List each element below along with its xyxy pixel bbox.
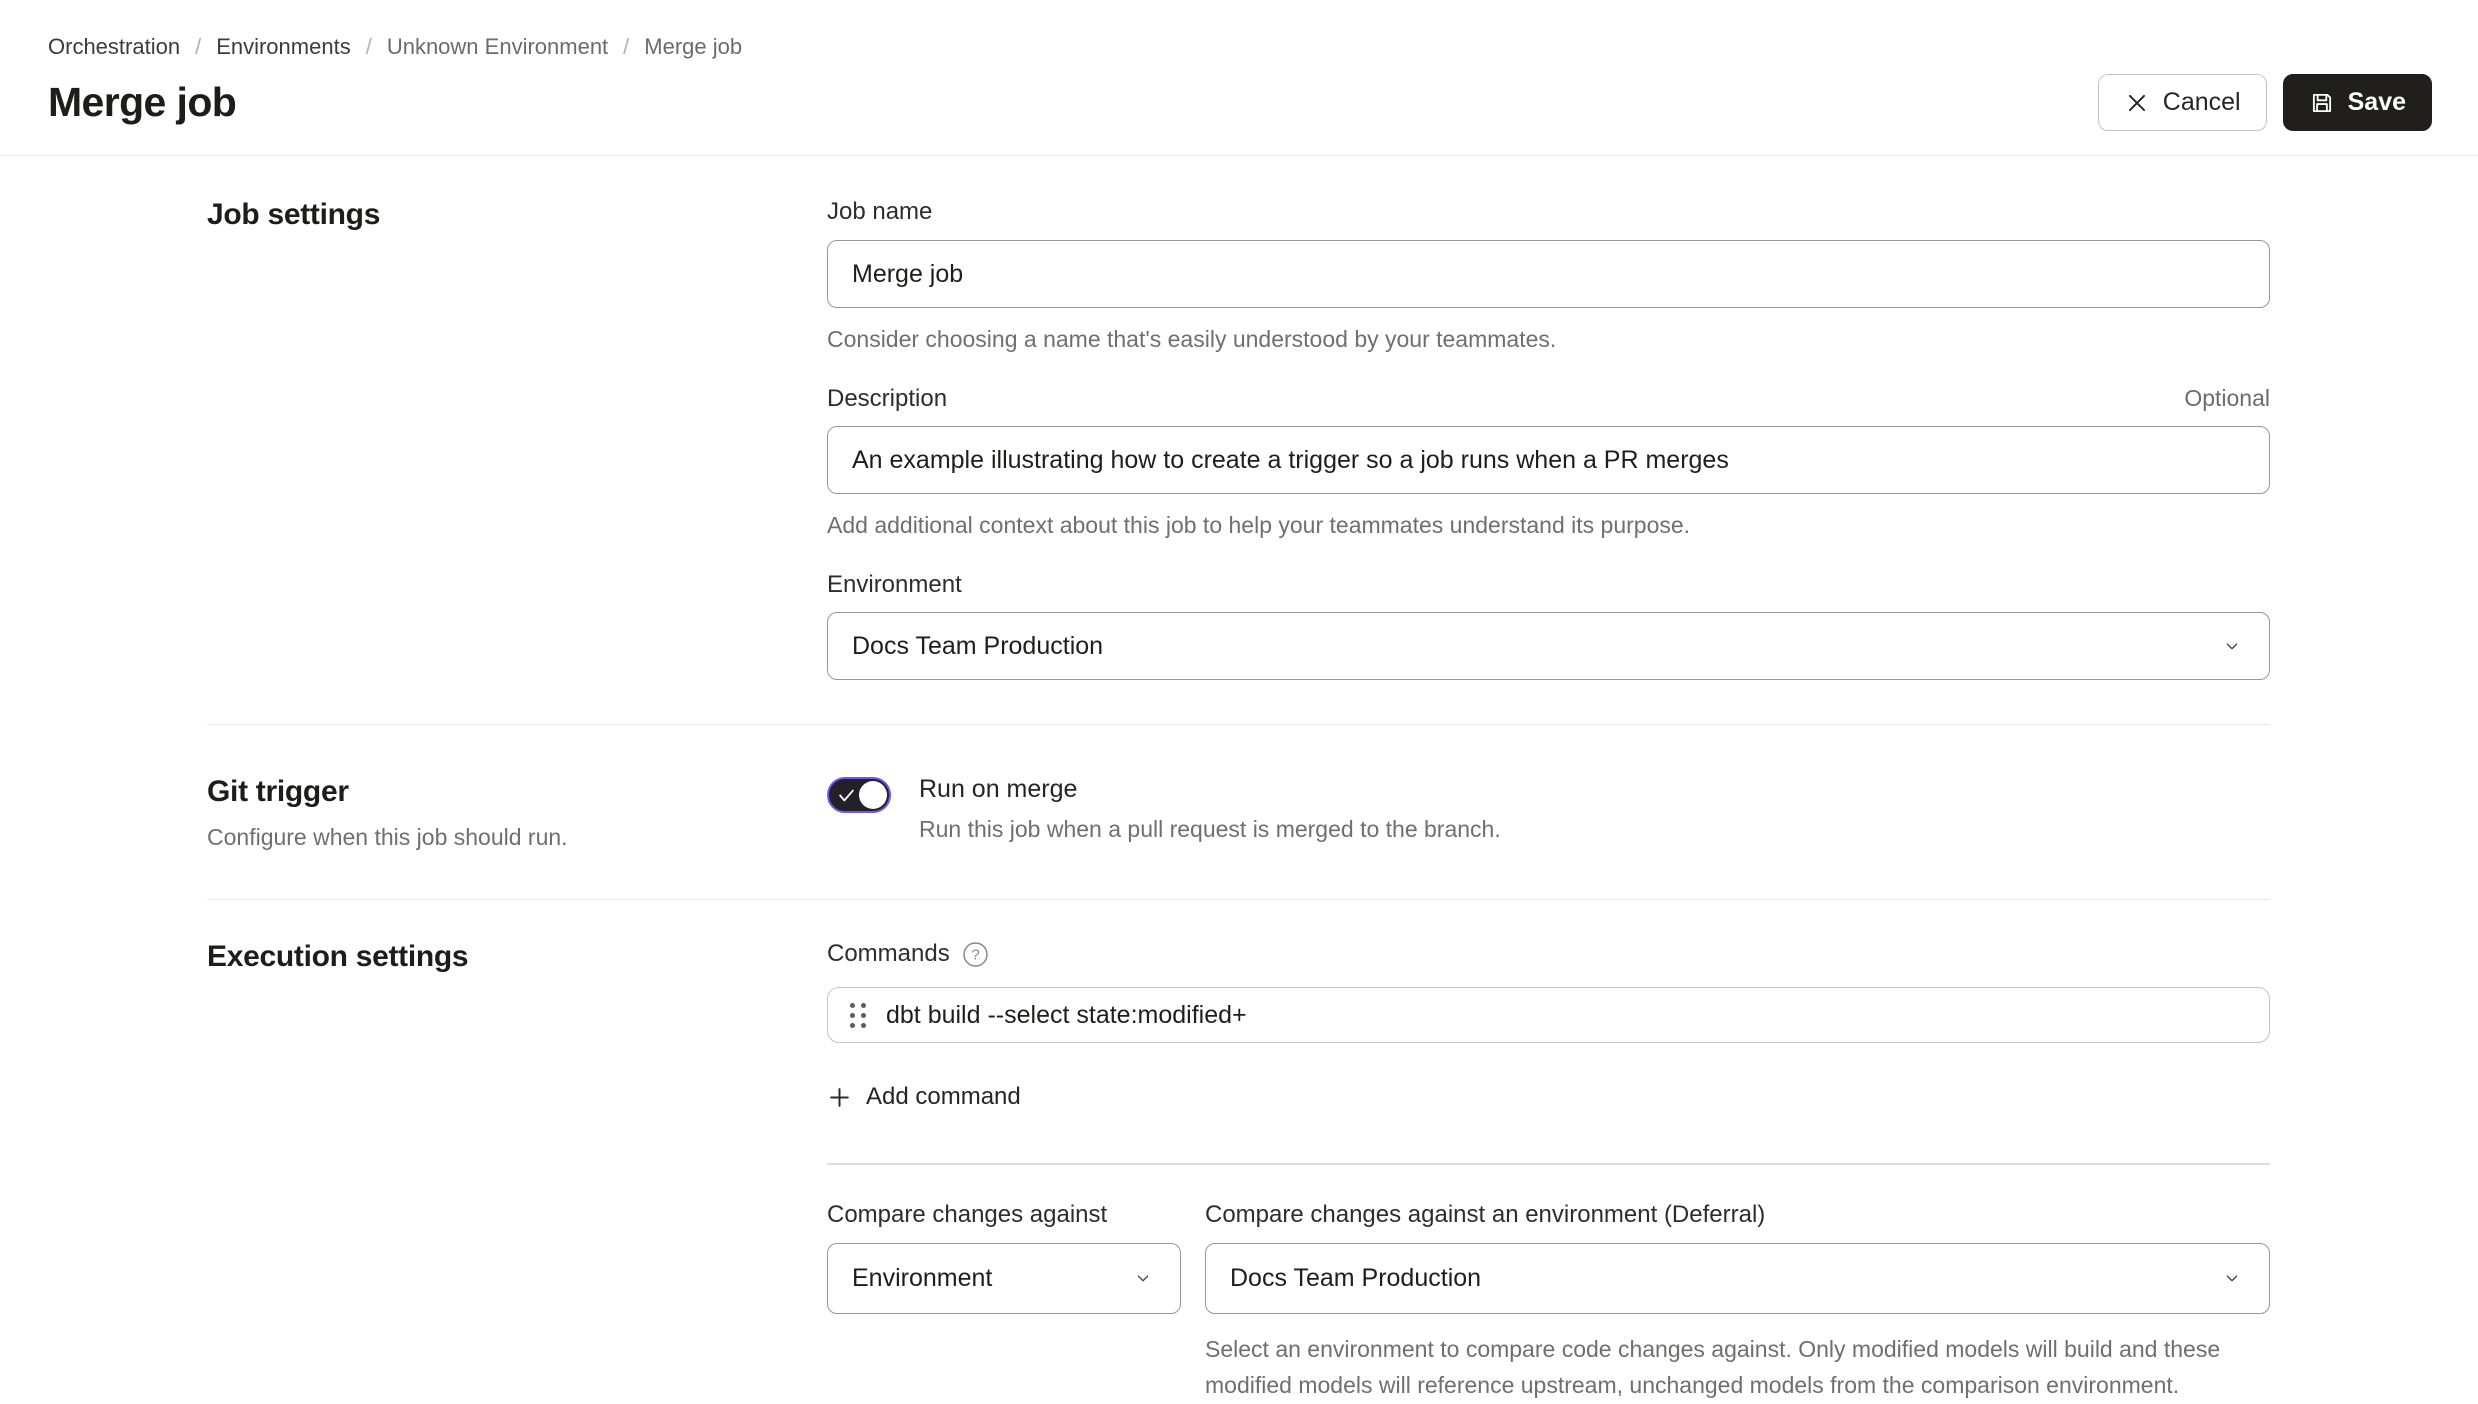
job-name-helper: Consider choosing a name that's easily understood by your teammates.	[827, 326, 1557, 353]
job-settings-heading: Job settings	[207, 198, 381, 232]
close-icon	[2124, 90, 2150, 116]
section-execution-settings	[207, 900, 2270, 1404]
environment-select-value: Docs Team Production	[852, 631, 1104, 660]
section-git-trigger	[207, 725, 2270, 851]
page-header	[0, 0, 2478, 155]
plus-icon	[827, 1085, 852, 1110]
breadcrumb-orchestration[interactable]: Orchestration	[48, 34, 181, 59]
environment-select[interactable]	[827, 612, 2270, 680]
deferral-helper: Select an environment to compare code changes against. Only modified models will build and these modified models will reference upstream, unchanged models from the comparison environment.	[1205, 1335, 2221, 1399]
page-title: Merge job	[48, 79, 237, 126]
deferral-label: Compare changes against an environment (Deferral)	[1205, 1200, 1766, 1228]
environment-field	[827, 571, 2270, 681]
description-field	[827, 385, 2270, 543]
run-on-merge-row	[827, 775, 2270, 843]
job-form	[0, 156, 2478, 1404]
breadcrumb-separator: /	[195, 34, 202, 59]
description-label: Description	[827, 384, 948, 412]
deferral-select[interactable]	[1205, 1243, 2270, 1314]
toggle-knob	[859, 781, 887, 809]
compare-changes-select[interactable]	[827, 1243, 1181, 1314]
breadcrumb-merge-job: Merge job	[644, 34, 743, 59]
compare-changes-select-value: Environment	[852, 1263, 993, 1292]
save-icon	[2309, 90, 2335, 116]
cancel-button-label: Cancel	[2162, 88, 2241, 117]
save-button-label: Save	[2347, 88, 2406, 117]
cancel-button[interactable]	[2098, 74, 2267, 131]
job-name-label: Job name	[827, 198, 933, 226]
save-button[interactable]	[2283, 74, 2432, 131]
add-command-button[interactable]	[827, 1083, 1021, 1111]
git-trigger-heading: Git trigger	[207, 775, 349, 809]
description-helper: Add additional context about this job to help your teammates understand its purpose.	[827, 512, 1691, 539]
job-name-field	[827, 198, 2270, 356]
chevron-down-icon	[1132, 1267, 1154, 1289]
breadcrumb	[48, 34, 2432, 60]
compare-changes-field	[827, 1201, 1181, 1404]
git-trigger-subheading: Configure when this job should run.	[207, 824, 568, 851]
check-icon	[838, 788, 855, 808]
job-name-input[interactable]	[827, 240, 2270, 308]
breadcrumb-separator: /	[365, 34, 372, 59]
breadcrumb-unknown-environment[interactable]: Unknown Environment	[386, 34, 609, 59]
header-actions	[2098, 74, 2432, 131]
commands-label: Commands	[827, 940, 950, 968]
commands-divider	[827, 1163, 2270, 1165]
chevron-down-icon	[2221, 1267, 2243, 1289]
command-row[interactable]	[827, 987, 2270, 1043]
compare-changes-label: Compare changes against	[827, 1200, 1108, 1228]
description-input[interactable]	[827, 426, 2270, 494]
breadcrumb-separator: /	[623, 34, 630, 59]
section-job-settings	[207, 156, 2270, 680]
execution-settings-heading: Execution settings	[207, 940, 469, 974]
deferral-field	[1205, 1201, 2270, 1404]
environment-label: Environment	[827, 570, 962, 598]
add-command-label: Add command	[866, 1083, 1021, 1111]
help-icon[interactable]	[962, 941, 989, 968]
drag-handle-icon[interactable]	[850, 1003, 866, 1028]
command-input[interactable]: dbt build --select state:modified+	[886, 1000, 1247, 1029]
breadcrumb-environments[interactable]: Environments	[216, 34, 351, 59]
run-on-merge-toggle[interactable]	[827, 777, 891, 813]
deferral-select-value: Docs Team Production	[1230, 1263, 1482, 1292]
svg-text:?: ?	[971, 946, 980, 964]
optional-badge: Optional	[2184, 384, 2270, 411]
run-on-merge-description: Run this job when a pull request is merged to the branch.	[919, 816, 1501, 843]
run-on-merge-label: Run on merge	[919, 775, 1078, 804]
chevron-down-icon	[2221, 635, 2243, 657]
